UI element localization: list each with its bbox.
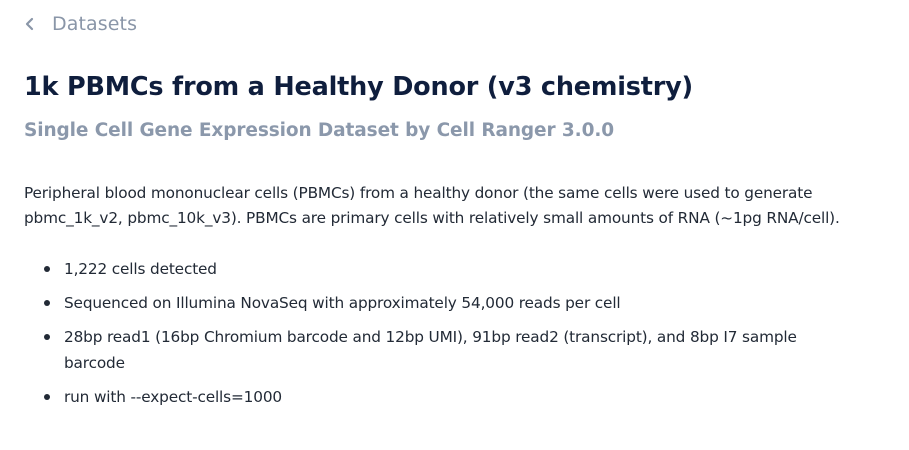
chevron-left-icon (24, 17, 36, 31)
list-item (44, 290, 844, 316)
back-link-label: Datasets (52, 13, 138, 35)
list-item-text: 28bp read1 (16bp Chromium barcode and 12bp UMI), 91bp read2 (transcript), and 8bp I7 sample (64, 328, 797, 346)
dataset-details-list (44, 256, 844, 418)
page-title: 1k PBMCs from a Healthy Donor (v3 chemistry) (24, 72, 694, 102)
list-item-text: run with --expect-cells=1000 (64, 388, 282, 406)
page-subtitle: Single Cell Gene Expression Dataset by Cell Ranger 3.0.0 (24, 120, 615, 141)
list-item (44, 384, 844, 410)
description-line: Peripheral blood mononuclear cells (PBMCs) from a healthy donor (the same cells were used to generate (24, 184, 813, 202)
list-item-text: 1,222 cells detected (64, 260, 217, 278)
description-line: pbmc_1k_v2, pbmc_10k_v3). PBMCs are primary cells with relatively small amounts of RNA (~1pg RNA/cell). (24, 209, 840, 227)
dataset-description (24, 181, 894, 231)
list-item-text: barcode (64, 354, 125, 372)
list-item (44, 256, 844, 282)
list-item-text: Sequenced on Illumina NovaSeq with approximately 54,000 reads per cell (64, 294, 621, 312)
back-to-datasets-link[interactable] (24, 10, 137, 38)
list-item (44, 324, 844, 376)
